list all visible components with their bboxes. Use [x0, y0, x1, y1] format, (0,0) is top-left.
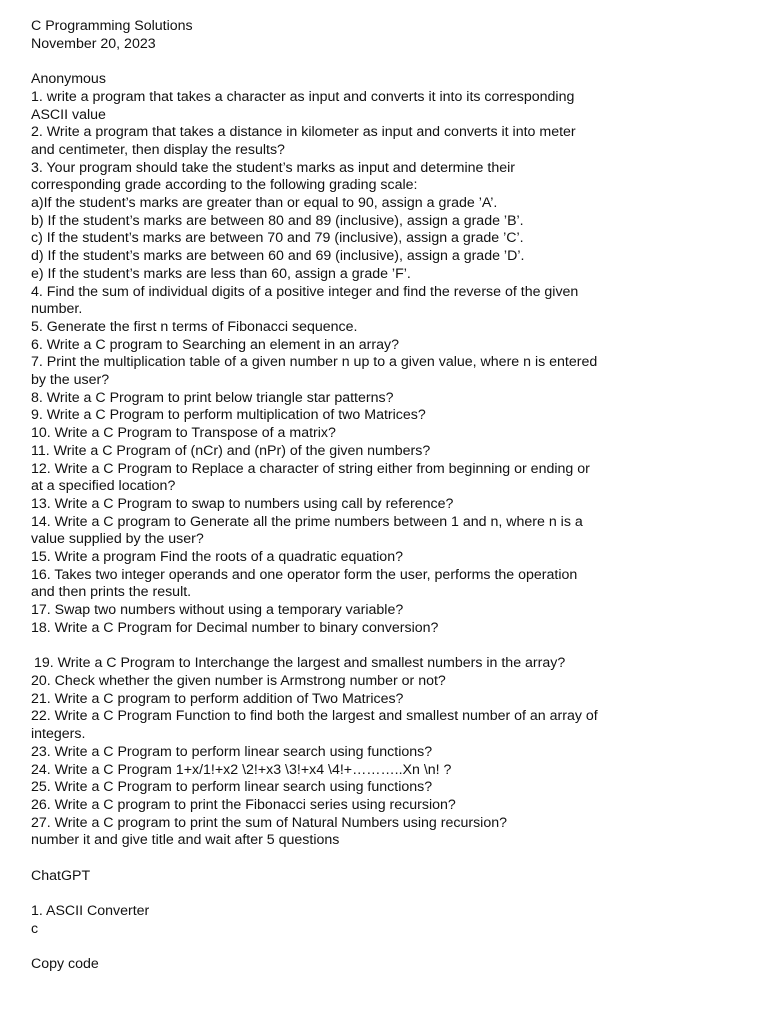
- prompt-line: 9. Write a C Program to perform multiplication of two Matrices?: [31, 407, 426, 424]
- prompt-line: 25. Write a C Program to perform linear search using functions?: [31, 779, 433, 796]
- prompt-line: 15. Write a program Find the roots of a quadratic equation?: [31, 549, 403, 566]
- spacer: [31, 939, 741, 957]
- prompt-line: d) If the student’s marks are between 60 and 69 (inclusive), assign a grade ’D’.: [31, 248, 525, 265]
- document-date: November 20, 2023: [31, 35, 156, 52]
- prompt-lines: [31, 89, 741, 638]
- response-section-title: 1. ASCII Converter: [31, 903, 150, 920]
- prompt-line: e) If the student’s marks are less than 60, assign a grade ’F’.: [31, 265, 411, 282]
- prompt-line: 23. Write a C Program to perform linear search using functions?: [31, 743, 433, 760]
- prompt-line: corresponding grade according to the following grading scale:: [31, 177, 418, 194]
- spacer: [31, 638, 741, 656]
- prompt-line: 24. Write a C Program 1+x/1!+x2 \2!+x3 \3!+x4 \4!+………..Xn \n! ?: [31, 761, 452, 778]
- document-title: C Programming Solutions: [31, 18, 193, 34]
- prompt-line: 20. Check whether the given number is Armstrong number or not?: [31, 672, 446, 689]
- prompt-line: integers.: [31, 726, 86, 743]
- prompt-line: number.: [31, 301, 83, 318]
- prompt-line: 21. Write a C program to perform addition of Two Matrices?: [31, 690, 404, 707]
- prompt-line: and then prints the result.: [31, 584, 192, 601]
- response-author: ChatGPT: [31, 867, 91, 884]
- prompt-line: 2. Write a program that takes a distance in kilometer as input and converts it into meter: [31, 124, 576, 141]
- prompt-line: value supplied by the user?: [31, 531, 204, 548]
- spacer: [31, 53, 741, 71]
- prompt-line: 10. Write a C Program to Transpose of a matrix?: [31, 425, 336, 442]
- prompt-line: 6. Write a C program to Searching an element in an array?: [31, 336, 400, 353]
- spacer: [31, 885, 741, 903]
- prompt-line: 5. Generate the first n terms of Fibonacci sequence.: [31, 318, 358, 335]
- prompt-line: ASCII value: [31, 106, 106, 123]
- prompt-line: and centimeter, then display the results?: [31, 141, 285, 158]
- prompt-line: 13. Write a C Program to swap to numbers using call by reference?: [31, 495, 454, 512]
- prompt-line: 4. Find the sum of individual digits of a positive integer and find the reverse of the given: [31, 283, 579, 300]
- prompt-author: Anonymous: [31, 71, 106, 88]
- prompt-line: 1. write a program that takes a character as input and converts it into its corresponding: [31, 88, 575, 105]
- prompt-line: 17. Swap two numbers without using a temporary variable?: [31, 602, 404, 619]
- prompt-line: b) If the student’s marks are between 80 and 89 (inclusive), assign a grade ’B’.: [31, 212, 524, 229]
- prompt-line: 27. Write a C program to print the sum of Natural Numbers using recursion?: [31, 814, 508, 831]
- prompt-line: 7. Print the multiplication table of a given number n up to a given value, where n is entered: [31, 354, 598, 371]
- prompt-line: 11. Write a C Program of (nCr) and (nPr) of the given numbers?: [31, 442, 431, 459]
- prompt-line: 22. Write a C Program Function to find both the largest and smallest number of an array of: [31, 708, 598, 725]
- prompt-line: 19. Write a C Program to Interchange the largest and smallest numbers in the array?: [34, 655, 566, 672]
- prompt-line: number it and give title and wait after 5 questions: [31, 832, 340, 849]
- prompt-line: 3. Your program should take the student’s marks as input and determine their: [31, 159, 515, 176]
- prompt-line: 16. Takes two integer operands and one operator form the user, performs the operation: [31, 566, 578, 583]
- prompt-line: 26. Write a C program to print the Fibonacci series using recursion?: [31, 796, 456, 813]
- prompt-line: at a specified location?: [31, 478, 176, 495]
- prompt-line: 18. Write a C Program for Decimal number to binary conversion?: [31, 619, 439, 636]
- prompt-line: 12. Write a C Program to Replace a character of string either from beginning or ending or: [31, 460, 590, 477]
- copy-code-button[interactable]: Copy code: [31, 956, 99, 973]
- prompt-line: a)If the student’s marks are greater than or equal to 90, assign a grade ’A’.: [31, 195, 498, 212]
- document-body: [31, 18, 741, 974]
- prompt-lines-continued: [31, 655, 741, 850]
- spacer: [31, 850, 741, 868]
- prompt-line: c) If the student’s marks are between 70 and 79 (inclusive), assign a grade ’C’.: [31, 230, 524, 247]
- code-language-label: c: [31, 920, 39, 937]
- prompt-line: by the user?: [31, 372, 110, 389]
- prompt-line: 14. Write a C program to Generate all the prime numbers between 1 and n, where n is a: [31, 513, 583, 530]
- prompt-line: 8. Write a C Program to print below triangle star patterns?: [31, 389, 394, 406]
